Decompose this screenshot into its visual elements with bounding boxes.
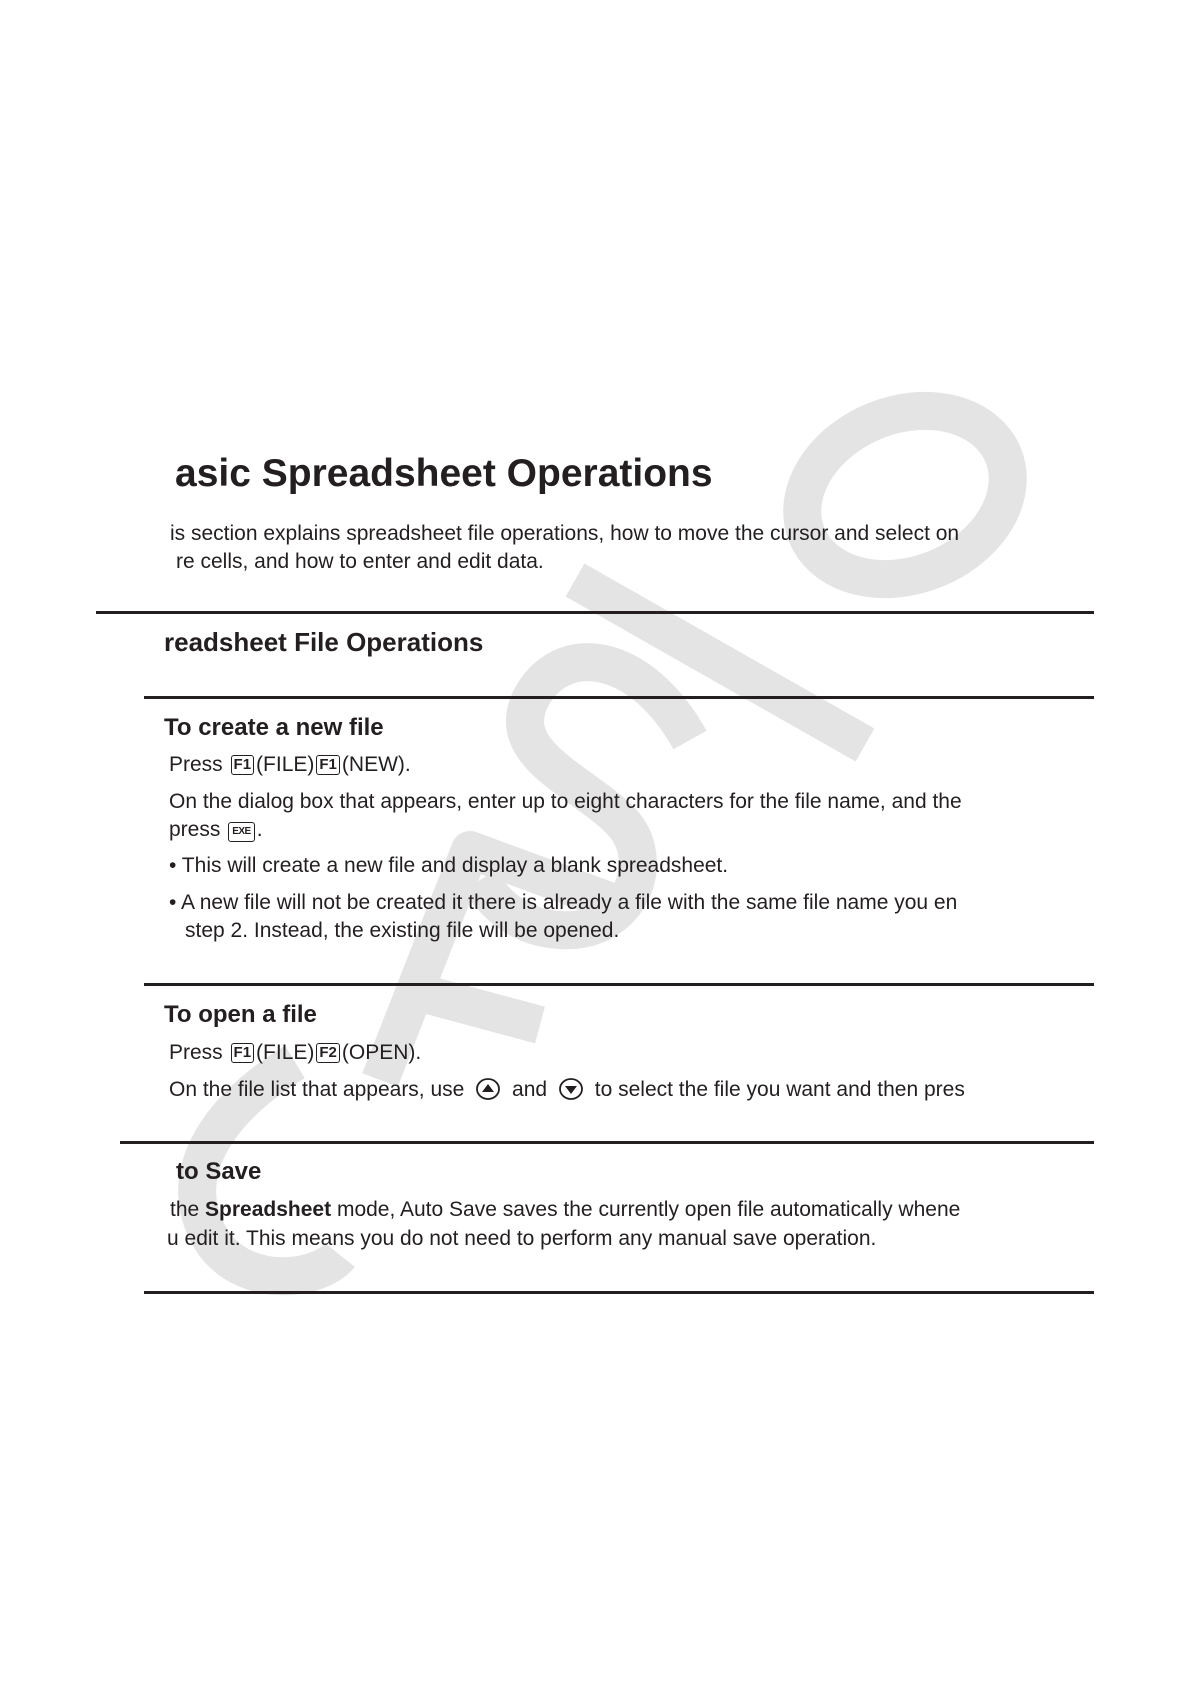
f1-key-icon: F1 [231, 755, 255, 775]
subsection-title: readsheet File Operations [164, 627, 484, 657]
step-text: (FILE) [256, 753, 315, 776]
step-text: the [170, 1198, 200, 1221]
auto-save-heading: to Save [176, 1158, 262, 1185]
open-file-heading: To open a file [164, 1001, 317, 1028]
step-text: Press [169, 1041, 223, 1064]
create-step-2-line-2 [169, 818, 263, 842]
intro-line-2: re cells, and how to enter and edit data. [176, 550, 544, 573]
intro-line-1: is section explains spreadsheet file operations, how to move the cursor and select on [170, 522, 960, 545]
create-bullet-1: • This will create a new file and display a blank spreadsheet. [169, 854, 729, 877]
create-step-2-line-1: On the dialog box that appears, enter up to eight characters for the file name, and the [169, 790, 962, 813]
create-bullet-2-line-2: step 2. Instead, the existing file will be opened. [185, 919, 620, 942]
f2-key-icon: F2 [316, 1043, 340, 1063]
divider [144, 983, 1094, 986]
step-text: (NEW). [341, 753, 411, 776]
step-text: and [512, 1078, 548, 1101]
divider [96, 611, 1094, 614]
divider [144, 1291, 1094, 1294]
f1-key-icon: F1 [316, 755, 340, 775]
step-text: Press [169, 753, 223, 776]
mode-name: Spreadsheet [205, 1198, 332, 1221]
open-step-1 [169, 1041, 421, 1065]
divider [144, 696, 1094, 699]
auto-save-line-2: u edit it. This means you do not need to perform any manual save operation. [167, 1227, 877, 1250]
step-text: (OPEN). [341, 1041, 422, 1064]
up-arrow-key-icon [476, 1077, 500, 1101]
create-bullet-2-line-1: • A new file will not be created it there is already a file with the same file name you en [169, 891, 958, 914]
create-file-heading: To create a new file [164, 714, 384, 741]
step-text: to select the file you want and then pres [594, 1078, 965, 1101]
f1-key-icon: F1 [231, 1043, 255, 1063]
step-text: . [256, 818, 263, 841]
open-step-2 [169, 1077, 965, 1102]
section-title: asic Spreadsheet Operations [175, 452, 713, 495]
step-text: On the file list that appears, use [169, 1078, 465, 1101]
auto-save-line-1 [170, 1198, 960, 1222]
exe-key-icon: EXE [228, 822, 255, 842]
create-step-1 [169, 753, 411, 777]
step-text: press [169, 818, 221, 841]
step-text: mode, Auto Save saves the currently open file automatically whene [336, 1198, 961, 1221]
down-arrow-key-icon [559, 1077, 583, 1101]
step-text: (FILE) [256, 1041, 315, 1064]
divider [120, 1141, 1094, 1144]
